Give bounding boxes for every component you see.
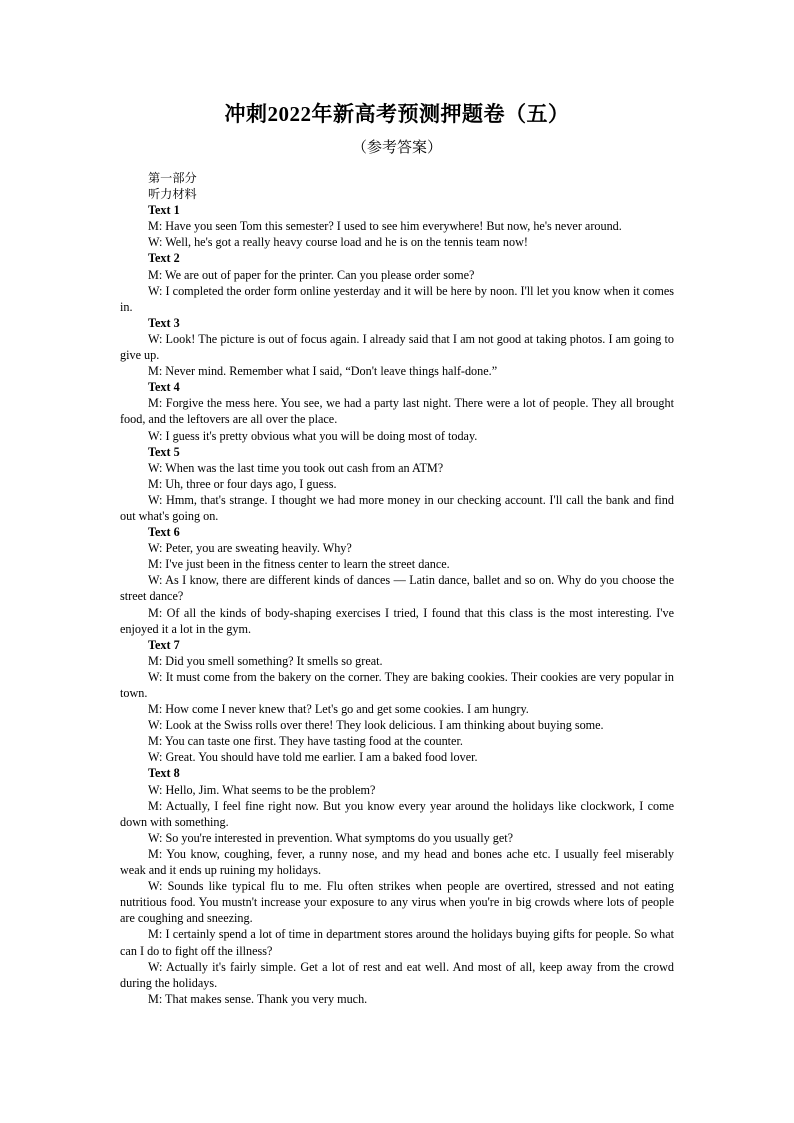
- dialogue-line: W: As I know, there are different kinds of dances — Latin dance, ballet and so on. Why do you choose the street dance?: [120, 573, 674, 604]
- dialogue-line: M: Have you seen Tom this semester? I used to see him everywhere! But now, he's never around.: [148, 219, 622, 234]
- dialogue-line: W: Hello, Jim. What seems to be the problem?: [148, 782, 376, 797]
- dialogue-line: W: Well, he's got a really heavy course load and he is on the tennis team now!: [148, 235, 528, 250]
- subsection-heading: 听力材料: [148, 187, 197, 202]
- dialogue-line: W: I completed the order form online yesterday and it will be here by noon. I'll let you know when it comes in.: [120, 283, 674, 314]
- dialogue-line: W: Look at the Swiss rolls over there! They look delicious. I am thinking about buying some.: [148, 718, 604, 733]
- text-label: Text 2: [148, 251, 180, 266]
- dialogue-line: M: How come I never knew that? Let's go and get some cookies. I am hungry.: [148, 702, 529, 717]
- dialogue-line: W: So you're interested in prevention. What symptoms do you usually get?: [148, 830, 514, 845]
- text-label: Text 3: [148, 315, 180, 330]
- dialogue-line: M: Never mind. Remember what I said, “Don't leave things half-done.”: [148, 364, 498, 379]
- text-block: [120, 379, 674, 443]
- text-block: [120, 524, 674, 637]
- dialogue-line: W: Great. You should have told me earlier. I am a baked food lover.: [148, 750, 478, 765]
- listening-texts: [120, 202, 674, 1007]
- text-label: Text 6: [148, 525, 180, 540]
- section-heading: 第一部分: [148, 171, 197, 185]
- text-label: Text 8: [148, 766, 180, 781]
- dialogue-line: M: We are out of paper for the printer. Can you please order some?: [148, 267, 475, 282]
- dialogue-line: W: It must come from the bakery on the corner. They are baking cookies. Their cookies are very popular in town.: [120, 669, 674, 700]
- dialogue-line: M: Did you smell something? It smells so great.: [148, 653, 383, 668]
- text-block: [120, 315, 674, 379]
- dialogue-line: W: Look! The picture is out of focus again. I already said that I am not good at taking photos. I am going to give up.: [120, 331, 674, 363]
- dialogue-line: W: Sounds like typical flu to me. Flu often strikes when people are overtired, stressed and not eating nutritious food. You mustn't increase your exposure to any virus when you're in big crowds where lots of people are coughing and sneezing.: [120, 879, 674, 926]
- dialogue-line: M: You can taste one first. They have tasting food at the counter.: [148, 734, 463, 749]
- dialogue-line: M: Of all the kinds of body-shaping exercises I tried, I found that this class is the most interesting. I've enjoyed it a lot in the gym.: [120, 605, 674, 636]
- document-body: [120, 170, 674, 1007]
- text-block: [120, 250, 674, 314]
- dialogue-line: M: I certainly spend a lot of time in department stores around the holidays buying gifts for people. So what can I do to fight off the illness?: [120, 927, 674, 958]
- text-label: Text 5: [148, 444, 180, 459]
- dialogue-line: W: Hmm, that's strange. I thought we had more money in our checking account. I'll call the bank and find out what's going on.: [120, 492, 674, 523]
- dialogue-line: W: Peter, you are sweating heavily. Why?: [148, 541, 352, 556]
- dialogue-line: M: You know, coughing, fever, a runny nose, and my head and bones ache etc. I usually feel miserably weak and it ends up ruining my holidays.: [120, 846, 674, 878]
- page-subtitle: （参考答案）: [351, 140, 442, 156]
- dialogue-line: W: Actually it's fairly simple. Get a lot of rest and eat well. And most of all, keep away from the crowd during the holidays.: [120, 959, 674, 990]
- dialogue-line: M: That makes sense. Thank you very much.: [148, 991, 368, 1006]
- text-label: Text 1: [148, 203, 180, 218]
- text-block: [120, 202, 674, 250]
- text-label: Text 4: [148, 380, 180, 395]
- dialogue-line: M: Forgive the mess here. You see, we had a party last night. There were a lot of people. They all brought food, and the leftovers are all over the place.: [120, 396, 674, 427]
- dialogue-line: W: I guess it's pretty obvious what you will be doing most of today.: [148, 428, 478, 443]
- text-block: [120, 637, 674, 766]
- text-block: [120, 444, 674, 524]
- dialogue-line: M: I've just been in the fitness center to learn the street dance.: [148, 557, 450, 572]
- text-block: [120, 765, 674, 1006]
- dialogue-line: M: Uh, three or four days ago, I guess.: [148, 476, 337, 491]
- text-label: Text 7: [148, 637, 180, 652]
- page-title: 冲刺2022年新高考预测押题卷（五）: [224, 102, 570, 126]
- dialogue-line: M: Actually, I feel fine right now. But you know every year around the holidays like clockwork, I come down with something.: [120, 798, 674, 829]
- dialogue-line: W: When was the last time you took out cash from an ATM?: [148, 460, 444, 475]
